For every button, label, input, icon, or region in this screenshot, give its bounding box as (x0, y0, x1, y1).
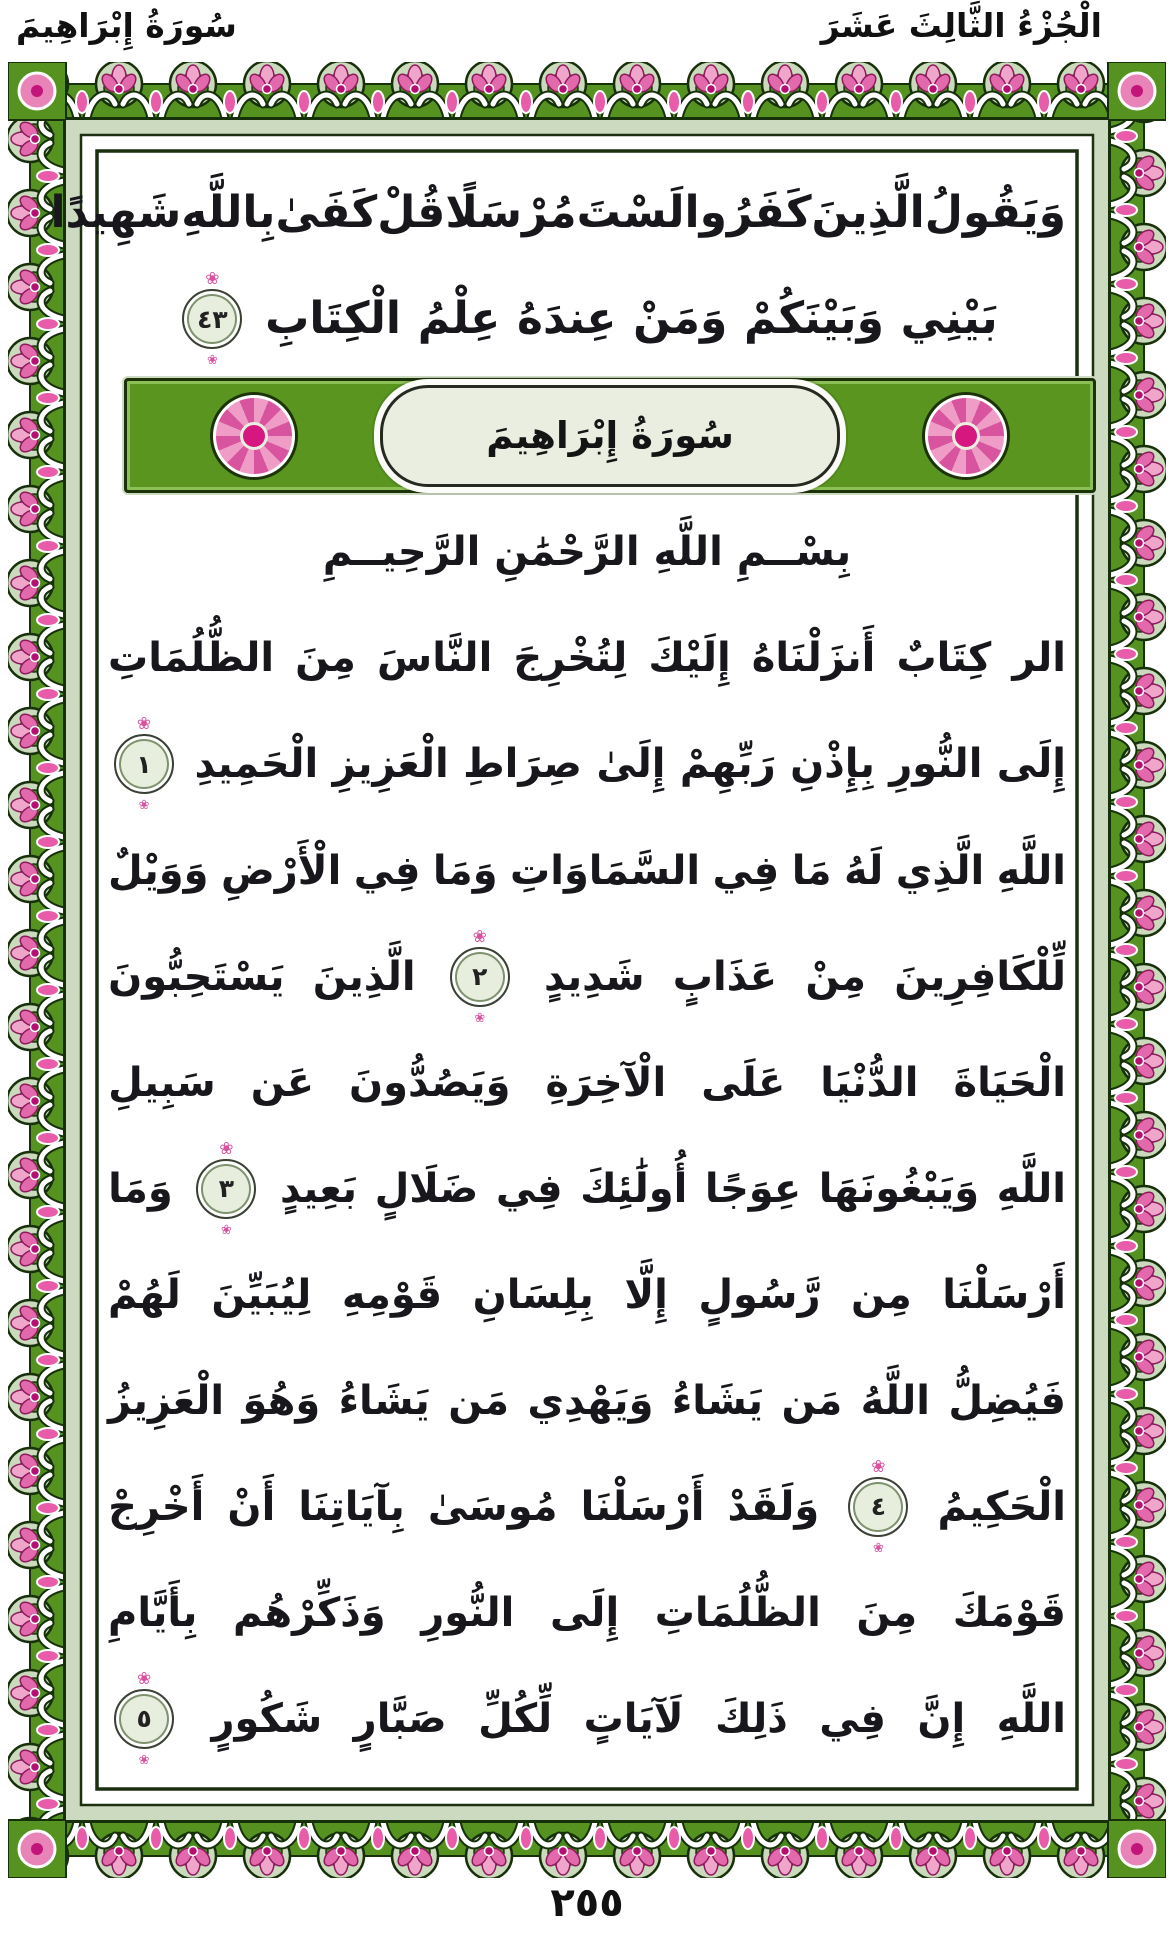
aya-word: وَمَنْ (633, 293, 728, 345)
aya-word: شَكُورٍ (211, 1695, 323, 1742)
aya-word: الظُّلُمَاتِ (654, 1589, 821, 1636)
aya-word: الْعَزِيزِ (332, 741, 449, 788)
aya-line (104, 1666, 1070, 1772)
verse-number: ❀ ٥ (136, 1704, 152, 1734)
aya-word: مُوسَىٰ (427, 1483, 558, 1530)
rosette-icon (213, 395, 295, 477)
aya-word: الْأَرْضِ (220, 847, 342, 894)
aya-word: لَهُمْ (108, 1271, 181, 1318)
aya-word: شَدِيدٍ (543, 953, 645, 1000)
aya-word: النُّورِ (889, 741, 983, 788)
aya-word: لِّلْكَافِرِينَ (894, 953, 1066, 1000)
aya-word: اللَّهِ (996, 847, 1066, 894)
aya-word: وَبَيْنَكُمْ (744, 293, 884, 345)
aya-word: وَمَا (432, 847, 498, 894)
verse-number: ❀ ٤ (870, 1492, 887, 1522)
aya-word: عِوَجًا (704, 1165, 802, 1212)
aya-line (104, 818, 1070, 924)
aya-word: كَفَىٰ (275, 187, 378, 239)
aya-word: أَرْسَلْنَا (580, 1483, 705, 1530)
aya-word: مِن (850, 1271, 912, 1318)
aya-word: بِلِسَانِ (472, 1271, 594, 1318)
aya-word: الْكِتَابِ (265, 293, 402, 345)
aya-word: عَن (250, 1059, 315, 1106)
aya-word: النَّاسَ (377, 635, 493, 682)
aya-word: وَمَا (108, 1165, 173, 1212)
aya-word: صِرَاطِ (463, 741, 582, 788)
verse-number-medallion (848, 1477, 908, 1537)
verse-number: ❀ ١ (136, 749, 152, 779)
aya-word: إِلَيْكَ (648, 635, 731, 682)
aya-word: الظُّلُمَاتِ (108, 635, 275, 682)
aya-word: وَذَكِّرْهُم (232, 1589, 386, 1636)
aya-word: وَيَصُدُّونَ (349, 1059, 511, 1106)
aya-word: إِلَّا (624, 1271, 668, 1318)
aya-word: بِآيَاتِنَا (298, 1483, 405, 1530)
aya-word: عِندَهُ (516, 293, 617, 345)
page-number: ٢٥٥ (550, 1880, 624, 1926)
verse-number: ❀ ٤٣ (197, 304, 228, 334)
verse-number-medallion (450, 947, 510, 1007)
aya-word: ضَلَالٍ (374, 1165, 479, 1212)
aya-word: مُرْسَلًا (445, 187, 577, 239)
aya-line (104, 1136, 1070, 1242)
aya-word: إِلَى (996, 741, 1066, 788)
verse-number-medallion (196, 1159, 256, 1219)
aya-word: أَنزَلْنَاهُ (751, 635, 876, 682)
verse-number: ❀ ٣ (218, 1174, 234, 1204)
verse-number-medallion (114, 1689, 174, 1749)
aya-word: أُولَٰئِكَ (580, 1165, 688, 1212)
aya-word: فِي (495, 1165, 563, 1212)
aya-word: شَهِيدًا (50, 187, 182, 239)
aya-word: رَبِّهِمْ (679, 741, 776, 788)
aya-word: وَيَهْدِي (527, 1377, 654, 1424)
aya-word: عَذَابٍ (672, 953, 778, 1000)
aya-word: الْحَكِيمُ (937, 1483, 1066, 1530)
aya-line (104, 1454, 1070, 1560)
aya-line (104, 605, 1070, 711)
aya-word: وَهُوَ (242, 1377, 321, 1424)
verse-number-medallion (182, 289, 242, 349)
aya-word: مَا (791, 847, 832, 894)
surah-title-header: سُورَةُ إِبْرَاهِيمَ (16, 6, 237, 45)
aya-word: قَوْمِهِ (341, 1271, 443, 1318)
aya-word: وَوَيْلٌ (108, 847, 209, 894)
aya-word: النُّورِ (421, 1589, 515, 1636)
aya-word: وَيَبْغُونَهَا (818, 1165, 980, 1212)
aya-word: الْآخِرَةِ (545, 1059, 667, 1106)
aya-word: فِي (353, 847, 421, 894)
aya-word: مِنَ (295, 635, 356, 682)
aya-word: عَلَى (701, 1059, 786, 1106)
aya-word: مِنَ (856, 1589, 918, 1636)
aya-line (104, 266, 1070, 372)
aya-word: الَّذِي (895, 847, 985, 894)
verse-number-medallion (114, 734, 174, 794)
aya-word: قُلْ (377, 187, 446, 239)
aya-word: لِّكُلِّ (478, 1695, 553, 1742)
aya-word: كَفَرُوا (684, 187, 812, 239)
surah-banner-title: سُورَةُ إِبْرَاهِيمَ (486, 414, 734, 458)
aya-word: الَّذِينَ (811, 187, 925, 239)
aya-word: إِلَى (549, 1589, 620, 1636)
aya-word: بِاللَّهِ (181, 187, 276, 239)
surah-banner-cartouche (380, 385, 840, 487)
bismillah-line (104, 499, 1070, 605)
aya-word: إِنَّ (917, 1695, 966, 1742)
aya-word: بِأَيَّامِ (108, 1589, 198, 1636)
aya-word: مَن (448, 1377, 509, 1424)
aya-line (104, 1348, 1070, 1454)
aya-word: فِي (819, 1695, 886, 1742)
aya-word: الْحَمِيدِ (194, 741, 319, 788)
aya-word: لَسْتَ (576, 187, 685, 239)
aya-word: الر (1012, 635, 1066, 682)
juz-title: الْجُزْءُ الثَّالِثَ عَشَرَ (820, 6, 1102, 45)
aya-word: الْعَزِيزُ (108, 1377, 225, 1424)
aya-word: الْحَيَاةَ (953, 1059, 1066, 1106)
aya-word: قَوْمَكَ (952, 1589, 1066, 1636)
aya-line (104, 1560, 1070, 1666)
aya-word: لِيُبَيِّنَ (211, 1271, 312, 1318)
verse-number: ❀ ٢ (472, 962, 488, 992)
aya-line (104, 1242, 1070, 1348)
aya-word: سَبِيلِ (108, 1059, 216, 1106)
aya-word: أَنْ (227, 1483, 276, 1530)
aya-word: يَشَاءُ (338, 1377, 430, 1424)
aya-word: لِتُخْرِجَ (513, 635, 628, 682)
aya-word: فِي (712, 847, 780, 894)
aya-word: إِلَىٰ (596, 741, 666, 788)
aya-word: وَلَقَدْ (727, 1483, 820, 1530)
aya-word: وَيَقُولُ (924, 187, 1066, 239)
aya-word: أَرْسَلْنَا (942, 1271, 1066, 1318)
aya-word: ذَلِكَ (715, 1695, 788, 1742)
surah-banner (124, 378, 1096, 493)
quran-text-block (50, 160, 1070, 1772)
aya-word: يَسْتَحِبُّونَ (108, 953, 285, 1000)
aya-word: مِنْ (805, 953, 867, 1000)
aya-word: بَيْنِي (900, 293, 998, 345)
aya-word: اللَّهُ (860, 1377, 930, 1424)
aya-word: صَبَّارٍ (353, 1695, 447, 1742)
aya-word: السَّمَاوَاتِ (510, 847, 701, 894)
bismillah-text: بِسْــمِ اللَّهِ الرَّحْمَٰنِ الرَّحِيــمِ (322, 529, 852, 576)
aya-word: يَشَاءُ (671, 1377, 764, 1424)
aya-word: الدُّنْيَا (820, 1059, 919, 1106)
aya-word: كِتَابٌ (896, 635, 992, 682)
aya-word: اللَّهِ (996, 1695, 1066, 1742)
aya-line (104, 711, 1070, 817)
aya-word: لَآيَاتٍ (583, 1695, 684, 1742)
aya-word: بِإِذْنِ (790, 741, 875, 788)
aya-line (104, 1030, 1070, 1136)
aya-word: الَّذِينَ (312, 953, 416, 1000)
aya-word: لَهُ (843, 847, 884, 894)
aya-word: عِلْمُ (417, 293, 501, 345)
aya-word: مَن (781, 1377, 843, 1424)
aya-word: بَعِيدٍ (279, 1165, 357, 1212)
aya-line (104, 924, 1070, 1030)
aya-word: فَيُضِلُّ (948, 1377, 1066, 1424)
aya-word: اللَّهِ (996, 1165, 1066, 1212)
rosette-icon (925, 395, 1007, 477)
aya-line (50, 160, 1070, 266)
aya-word: أَخْرِجْ (108, 1483, 205, 1530)
surah-banner-row (104, 372, 1070, 499)
aya-word: رَّسُولٍ (698, 1271, 821, 1318)
